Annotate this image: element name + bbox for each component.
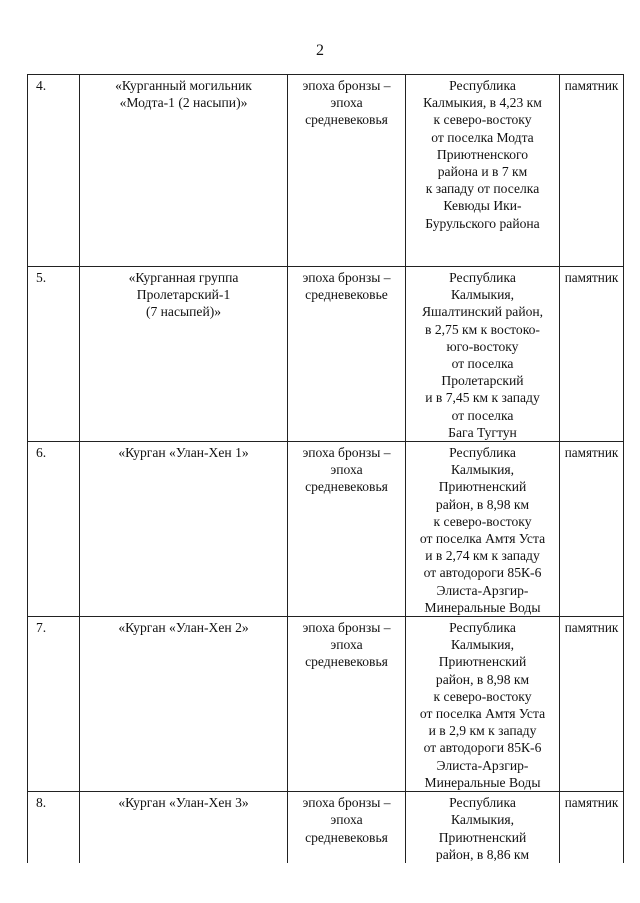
object-name: «Курганная группа Пролетарский-1 (7 насыпей)»	[80, 267, 288, 442]
object-location: Республика Калмыкия, Приютненский район, в 8,86 км	[406, 792, 560, 863]
object-dating: эпоха бронзы – средневековье	[288, 267, 406, 442]
object-type: памятник	[560, 617, 624, 792]
page-number: 2	[316, 42, 324, 59]
object-type: памятник	[560, 792, 624, 863]
object-name: «Курган «Улан-Хен 1»	[80, 442, 288, 617]
object-type: памятник	[560, 442, 624, 617]
table-row	[28, 75, 624, 267]
object-type: памятник	[560, 75, 624, 267]
table-row	[28, 442, 624, 617]
row-number: 4.	[28, 75, 80, 267]
object-name: «Курган «Улан-Хен 2»	[80, 617, 288, 792]
row-number: 6.	[28, 442, 80, 617]
table-row	[28, 267, 624, 442]
row-number: 8.	[28, 792, 80, 863]
object-dating: эпоха бронзы – эпоха средневековья	[288, 617, 406, 792]
object-name: «Курганный могильник «Модта-1 (2 насыпи)»	[80, 75, 288, 267]
object-location: Республика Калмыкия, в 4,23 км к северо-востоку от поселка Модта Приютненского района и в 7 км к западу от поселка Кевюды Ики- Бурульского района	[406, 75, 560, 267]
object-location: Республика Калмыкия, Яшалтинский район, в 2,75 км к востоко- юго-востоку от поселка Пролетарский и в 7,45 км к западу от поселка Бага Тугтун	[406, 267, 560, 442]
table-row	[28, 617, 624, 792]
object-location: Республика Калмыкия, Приютненский район, в 8,98 км к северо-востоку от поселка Амтя Уста и в 2,74 км к западу от автодороги 85К-6 Элиста-Арзгир- Минеральные Воды	[406, 442, 560, 617]
object-dating: эпоха бронзы – эпоха средневековья	[288, 75, 406, 267]
row-number: 5.	[28, 267, 80, 442]
table-row	[28, 792, 624, 863]
object-name: «Курган «Улан-Хен 3»	[80, 792, 288, 863]
heritage-registry-table	[27, 74, 624, 863]
object-location: Республика Калмыкия, Приютненский район, в 8,98 км к северо-востоку от поселка Амтя Уста и в 2,9 км к западу от автодороги 85К-6 Элиста-Арзгир- Минеральные Воды	[406, 617, 560, 792]
object-dating: эпоха бронзы – эпоха средневековья	[288, 792, 406, 863]
object-type: памятник	[560, 267, 624, 442]
row-number: 7.	[28, 617, 80, 792]
object-dating: эпоха бронзы – эпоха средневековья	[288, 442, 406, 617]
